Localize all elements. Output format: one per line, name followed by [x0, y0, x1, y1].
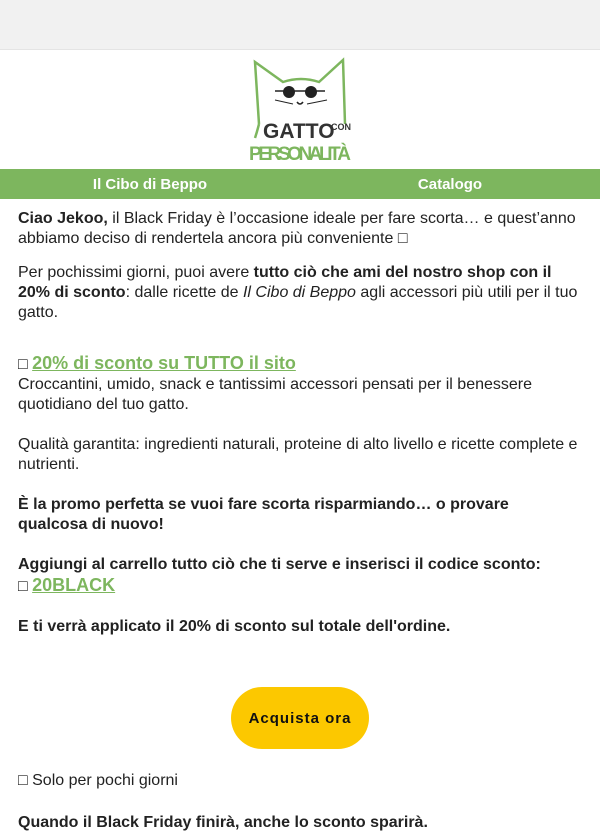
emoji-icon: □	[18, 772, 28, 789]
offer-summary	[18, 263, 582, 323]
logo-line1: GATTO	[263, 119, 335, 143]
offer-link[interactable]: 20% di sconto su TUTTO il sito	[32, 353, 296, 373]
emoji-icon: □	[18, 356, 28, 373]
svg-text:CON: CON	[331, 121, 351, 132]
top-bar	[0, 0, 600, 50]
intro-paragraph	[18, 209, 582, 249]
nav-item-cibo-di-beppo[interactable]: Il Cibo di Beppo	[92, 175, 208, 193]
brand-name: Il Cibo di Beppo	[242, 284, 356, 301]
email-body	[0, 199, 600, 833]
bold-text: tutto ciò che ami del nostro shop con il 20% di sconto	[18, 264, 552, 301]
applied-text: E ti verrà applicato il 20% di sconto sul totale dell'ordine.	[18, 618, 451, 635]
main-nav	[0, 169, 600, 199]
offer-heading	[18, 353, 582, 375]
cat-logo-icon	[245, 54, 355, 166]
code-block	[18, 555, 582, 597]
svg-text:PERSONALITÀ: PERSONALITÀ	[249, 143, 351, 165]
text: Per pochissimi giorni, puoi avere	[18, 264, 254, 281]
greeting: Ciao Jekoo,	[18, 210, 108, 227]
nav-item-catalogo[interactable]: Catalogo	[417, 175, 483, 193]
code-intro: Aggiungi al carrello tutto ciò che ti serve e inserisci il codice sconto:	[18, 556, 541, 573]
buy-now-button[interactable]: Acquista ora	[231, 687, 369, 749]
quality-text: Qualità garantita: ingredienti naturali, proteine di alto livello e ricette complete e nutrienti.	[18, 436, 578, 473]
promo-text: È la promo perfetta se vuoi fare scorta risparmiando… o provare qualcosa di nuovo!	[18, 496, 509, 533]
text: : dalle ricette de	[125, 284, 243, 301]
offer-description: Croccantini, umido, snack e tantissimi accessori pensati per il benessere quotidiano del tuo gatto.	[18, 376, 533, 413]
limited-text: Solo per pochi giorni	[27, 772, 178, 789]
emoji-icon: □	[18, 578, 28, 595]
brand-logo[interactable]	[0, 50, 600, 169]
intro-text: il Black Friday è l’occasione ideale per fare scorta… e quest’anno abbiamo deciso di rendertela ancora più conveniente	[18, 210, 576, 247]
limited-time	[18, 771, 582, 791]
emoji-icon: □	[397, 230, 408, 247]
discount-code[interactable]: 20BLACK	[32, 575, 116, 595]
text: agli accessori più utili per il tuo gatto.	[18, 284, 578, 321]
ending-text: Quando il Black Friday finirà, anche lo sconto sparirà.	[18, 814, 428, 831]
